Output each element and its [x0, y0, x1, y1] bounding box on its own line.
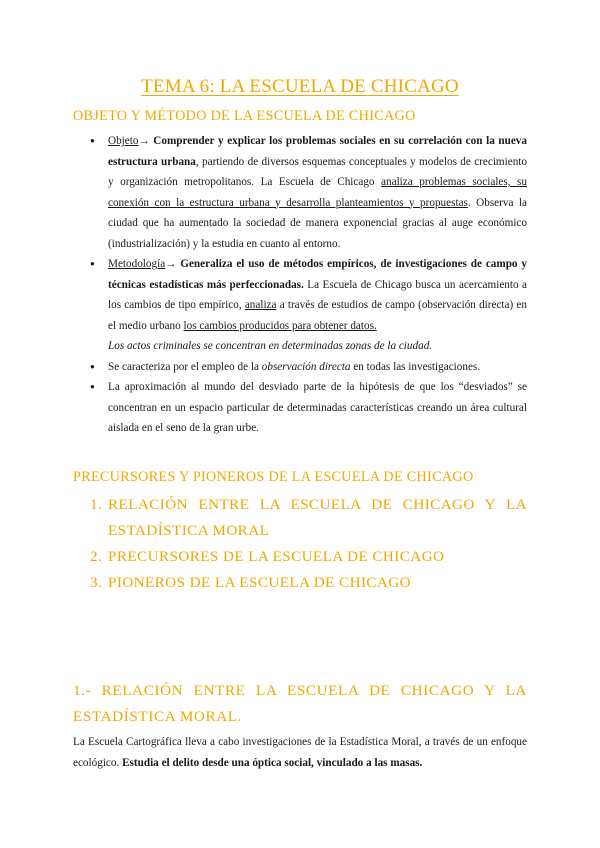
list-item-desviado — [90, 377, 527, 439]
list-item-objeto — [90, 131, 527, 254]
italic-text: Los actos criminales se concentran en determinadas zonas de la ciudad. — [108, 340, 433, 352]
list-item-metodologia — [90, 254, 527, 357]
bold-text: Generaliza el uso de métodos empíricos, de investigaciones de campo y técnicas estadísticas más perfeccionadas. — [108, 258, 528, 291]
body-text: La Escuela de Chicago busca un acercamiento a los cambios de tipo empírico, — [108, 278, 527, 311]
underlined-text: analiza — [244, 299, 277, 311]
arrow-symbol: → — [138, 135, 154, 147]
numbered-item — [90, 492, 527, 544]
term-label: Metodología — [108, 258, 166, 270]
item-text: PIONEROS DE LA ESCUELA DE CHICAGO — [108, 574, 412, 591]
body-text: Se caracteriza por el empleo de la — [108, 360, 262, 373]
italic-text: observación directa — [261, 360, 351, 373]
bullet-list — [90, 131, 527, 439]
body-text: La aproximación al mundo del desviado parte de la hipótesis de que los “desviados” se concentran en un espacio particular de determinadas características creando un área cultural aislada en el seno de la gran urbe. — [108, 381, 527, 434]
body-text: a través de estudios de campo (observación directa) en el medio urbano — [108, 299, 527, 332]
item-text: PRECURSORES DE LA ESCUELA DE CHICAGO — [108, 548, 445, 565]
section-heading-relacion: 1.- RELACIÓN ENTRE LA ESCUELA DE CHICAGO Y LA ESTADÍSTICA MORAL. — [73, 682, 527, 725]
section-heading-objeto-metodo: OBJETO Y MÉTODO DE LA ESCUELA DE CHICAGO — [73, 108, 416, 124]
body-text: La Escuela Cartográfica lleva a cabo investigaciones de la Estadística Moral, a través de un enfoque ecológico. — [73, 736, 527, 769]
document-title: TEMA 6: LA ESCUELA DE CHICAGO — [141, 76, 459, 97]
item-number: 3. — [90, 574, 103, 591]
numbered-item — [90, 570, 527, 596]
section-heading-precursores: PRECURSORES Y PIONEROS DE LA ESCUELA DE CHICAGO — [73, 469, 474, 485]
arrow-symbol: → — [165, 258, 181, 270]
numbered-list — [90, 492, 527, 596]
body-text: . Observa la ciudad que ha aumentado la sociedad de manera exponencial gracias al auge económico (industrialización) y la estudia en cuanto al entorno. — [108, 196, 527, 250]
item-number: 1. — [90, 496, 103, 513]
underlined-text: analiza problemas sociales, su conexión con la estructura urbana y desarrolla planteamientos y propuestas — [108, 176, 527, 209]
item-number: 2. — [90, 548, 103, 565]
numbered-item — [90, 544, 527, 570]
underlined-text: los cambios producidos para obtener datos. — [183, 319, 377, 332]
body-text: , partiendo de diversos esquemas conceptuales y modelos de crecimiento y organización metropolitanos. La Escuela de Chicago — [108, 155, 527, 188]
list-item-observacion — [90, 357, 527, 378]
bold-text: Estudia el delito desde una óptica social, vinculado a las masas. — [122, 756, 423, 769]
body-text: en todas las investigaciones. — [350, 360, 481, 373]
term-label: Objeto — [108, 135, 139, 147]
item-text: RELACIÓN ENTRE LA ESCUELA DE CHICAGO Y LA ESTADÍSTICA MORAL — [108, 496, 527, 539]
bold-text: Comprender y explicar los problemas sociales en su correlación con la nueva estructura urbana — [108, 135, 527, 168]
body-paragraph — [73, 732, 527, 773]
